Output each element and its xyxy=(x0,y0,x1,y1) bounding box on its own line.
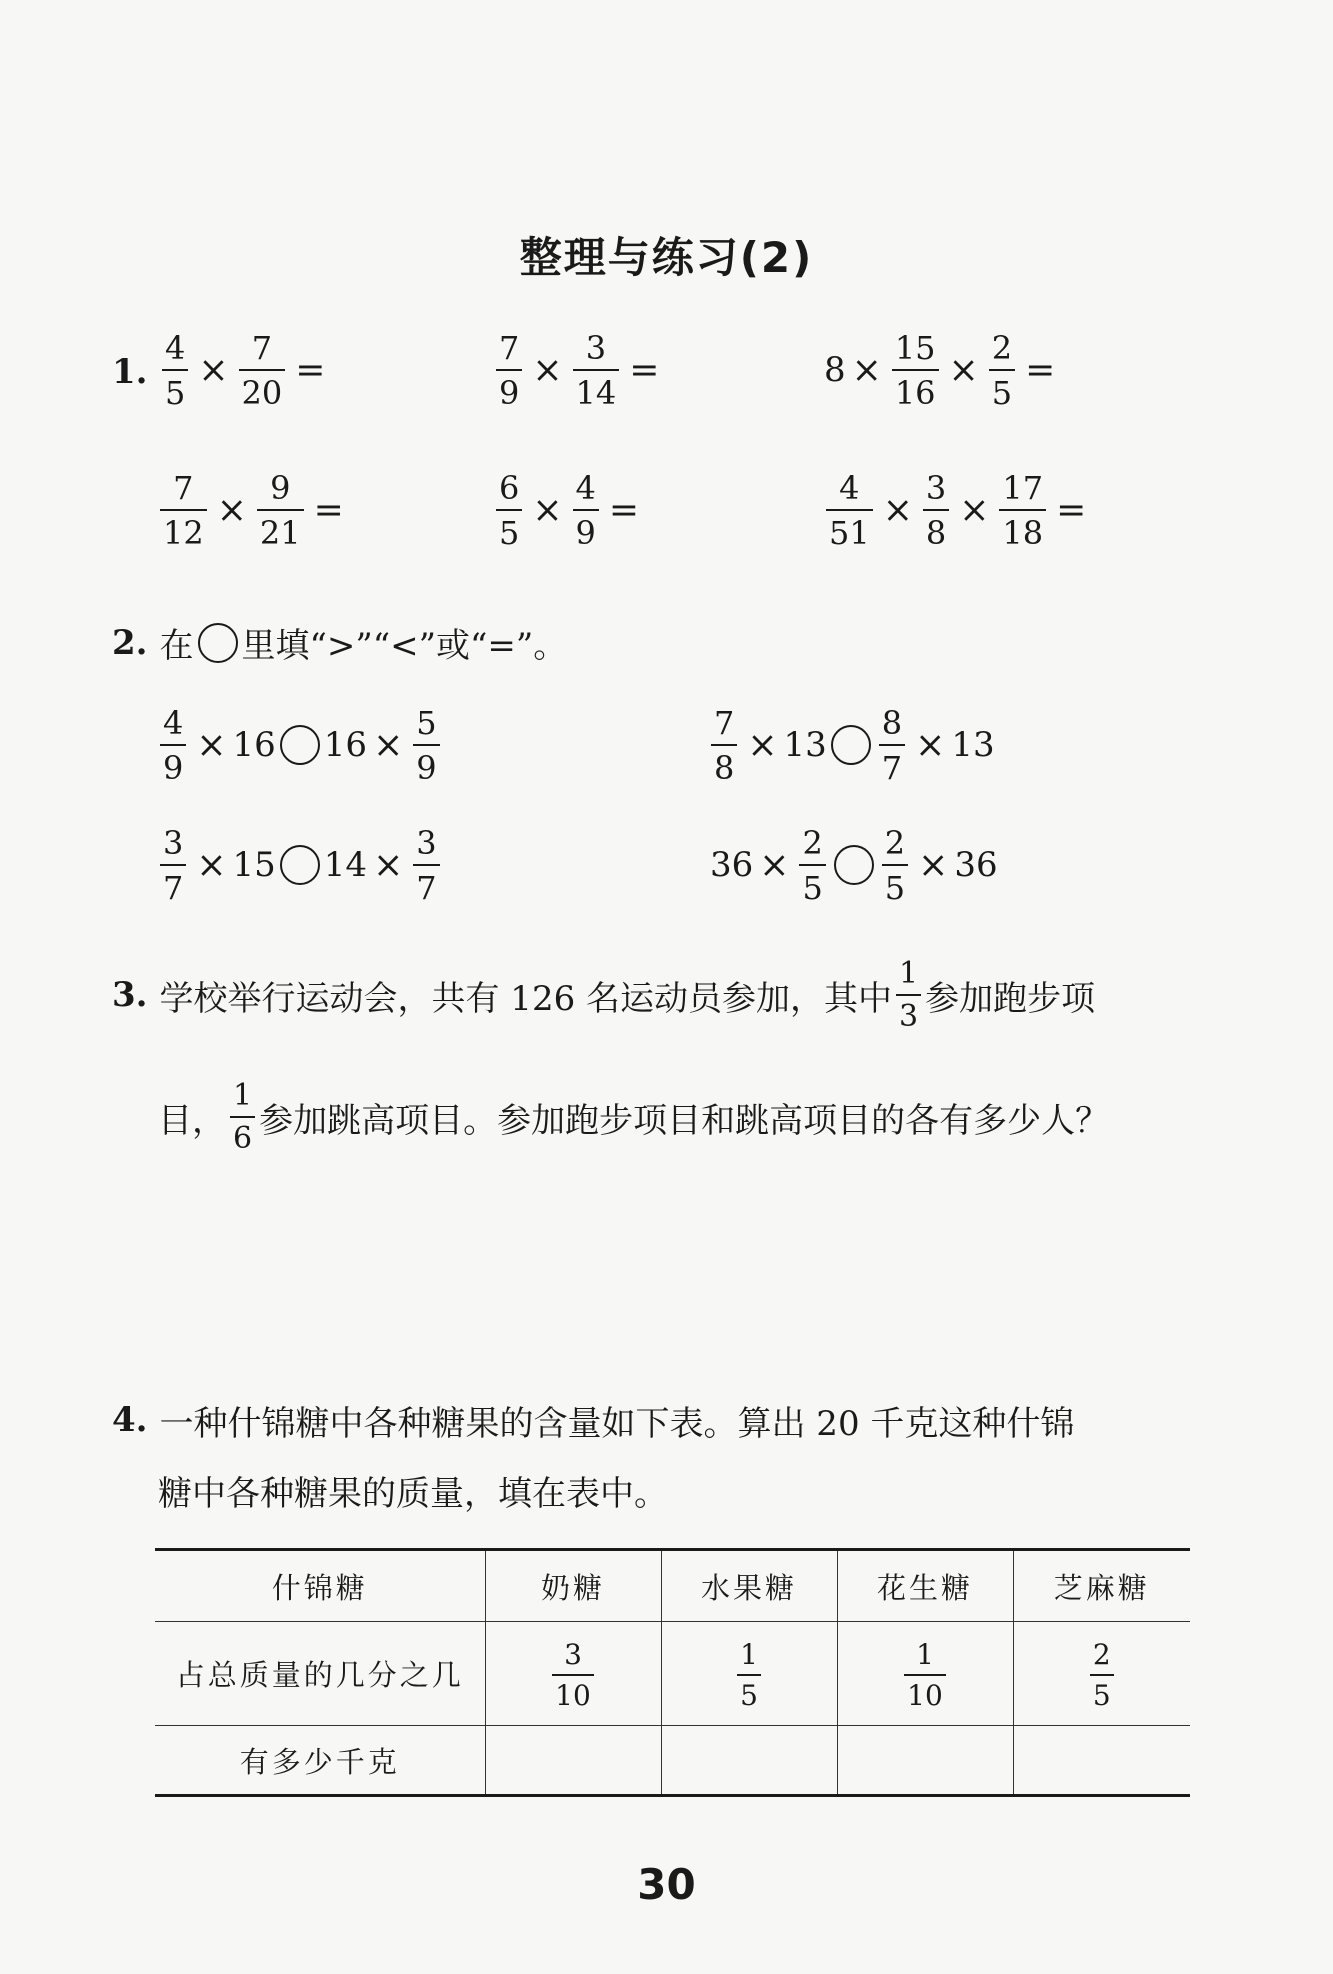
q1-expr-6 xyxy=(822,450,1092,570)
q2-compare-2 xyxy=(707,685,995,805)
table-header: 花生糖 xyxy=(837,1550,1013,1622)
question-text: 学校举行运动会，共有 126 名运动员参加，其中 xyxy=(159,978,893,1019)
page-title: 整理与练习(2) xyxy=(519,233,814,282)
question-text: 参加跑步项 xyxy=(925,978,1096,1019)
equals-sign: = xyxy=(629,349,660,391)
fraction: $\frac{7}{9}$ xyxy=(496,332,522,409)
table-cell xyxy=(485,1622,661,1726)
fraction: $\frac{4}{9}$ xyxy=(573,472,599,549)
row-label: 占总质量的几分之几 xyxy=(155,1622,485,1726)
q2-compare-3 xyxy=(156,805,444,925)
multiplier: 36 xyxy=(710,845,754,885)
question-2-number: 2. xyxy=(112,622,148,663)
question-3-line-2 xyxy=(158,1072,1109,1162)
q1-expr-2 xyxy=(492,310,665,430)
equals-sign: = xyxy=(295,349,326,391)
times-sign: × xyxy=(851,349,882,391)
times-sign: × xyxy=(948,349,979,391)
q2-compare-1 xyxy=(156,685,444,805)
fraction: $\frac{3}{8}$ xyxy=(923,472,949,549)
q1-expr-5 xyxy=(492,450,645,570)
question-text: 参加跳高项目。参加跑步项目和跳高项目的各有多少人？ xyxy=(259,1100,1110,1141)
fraction: $\frac{2}{5}$ xyxy=(882,827,908,904)
table-cell xyxy=(1013,1622,1190,1726)
multiplier: 13 xyxy=(951,725,995,765)
fraction: $\frac{1}{3}$ xyxy=(896,959,921,1032)
fraction: $\frac{9}{21}$ xyxy=(257,472,304,549)
times-sign: × xyxy=(216,489,247,531)
answer-circle[interactable] xyxy=(834,845,874,885)
answer-cell[interactable] xyxy=(485,1726,661,1796)
question-text: 目， xyxy=(158,1100,226,1141)
answer-cell[interactable] xyxy=(661,1726,837,1796)
candy-table xyxy=(155,1548,1190,1797)
times-sign: × xyxy=(196,724,227,766)
times-sign: × xyxy=(918,844,949,886)
fraction: $\frac{3}{10}$ xyxy=(552,1641,594,1710)
table-header: 芝麻糖 xyxy=(1013,1550,1190,1622)
q2-compare-4 xyxy=(710,805,998,925)
times-sign: × xyxy=(915,724,946,766)
times-sign: × xyxy=(532,489,563,531)
fraction: $\frac{7}{12}$ xyxy=(160,472,207,549)
q1-expr-1 xyxy=(158,310,331,430)
q1-expr-3 xyxy=(824,310,1061,430)
fraction: $\frac{3}{7}$ xyxy=(160,827,186,904)
q1-expr-4 xyxy=(156,450,350,570)
fraction: $\frac{7}{20}$ xyxy=(239,332,286,409)
table-header: 奶糖 xyxy=(485,1550,661,1622)
fraction: $\frac{8}{7}$ xyxy=(879,707,905,784)
fraction: $\frac{4}{5}$ xyxy=(162,332,188,409)
fraction: $\frac{5}{9}$ xyxy=(413,707,439,784)
fraction: $\frac{15}{16}$ xyxy=(892,332,939,409)
fraction: $\frac{1}{6}$ xyxy=(230,1081,255,1154)
table-header-row xyxy=(155,1550,1190,1622)
times-sign: × xyxy=(759,844,790,886)
answer-circle[interactable] xyxy=(280,725,320,765)
times-sign: × xyxy=(198,349,229,391)
table-header: 水果糖 xyxy=(661,1550,837,1622)
table-header: 什锦糖 xyxy=(155,1550,485,1622)
multiplier: 16 xyxy=(323,725,368,765)
question-3-number: 3. xyxy=(112,975,148,1015)
table-row xyxy=(155,1726,1190,1796)
times-sign: × xyxy=(532,349,563,391)
fraction: $\frac{3}{7}$ xyxy=(413,827,439,904)
times-sign: × xyxy=(373,844,404,886)
answer-cell[interactable] xyxy=(837,1726,1013,1796)
question-text: 一种什锦糖中各种糖果的含量如下表。算出 20 千克这种什锦 xyxy=(159,1403,1075,1444)
fraction: $\frac{2}{5}$ xyxy=(1090,1641,1114,1710)
table-row xyxy=(155,1622,1190,1726)
fraction: $\frac{2}{5}$ xyxy=(989,332,1015,409)
fraction: $\frac{3}{14}$ xyxy=(573,332,620,409)
fraction: $\frac{2}{5}$ xyxy=(799,827,825,904)
times-sign: × xyxy=(882,489,913,531)
fraction: $\frac{7}{8}$ xyxy=(711,707,737,784)
equals-sign: = xyxy=(1025,349,1056,391)
question-4-line-2 xyxy=(158,1465,668,1515)
times-sign: × xyxy=(196,844,227,886)
question-4-line-1 xyxy=(112,1395,1074,1445)
multiplier: 13 xyxy=(783,725,827,765)
row-label: 有多少千克 xyxy=(155,1726,485,1796)
question-3-line-1 xyxy=(112,950,1095,1040)
circle-icon xyxy=(198,623,238,663)
equals-sign: = xyxy=(608,489,640,531)
fraction: $\frac{1}{10}$ xyxy=(904,1641,946,1710)
answer-circle[interactable] xyxy=(280,845,320,885)
fraction: $\frac{6}{5}$ xyxy=(496,472,522,549)
table-cell xyxy=(661,1622,837,1726)
question-4-number: 4. xyxy=(112,1400,148,1440)
answer-circle[interactable] xyxy=(831,725,871,765)
fraction: $\frac{4}{9}$ xyxy=(160,707,186,784)
times-sign: × xyxy=(373,724,404,766)
times-sign: × xyxy=(959,489,990,531)
question-text: 糖中各种糖果的质量，填在表中。 xyxy=(158,1473,668,1514)
question-1-number: 1. xyxy=(112,352,148,392)
times-sign: × xyxy=(747,724,778,766)
fraction: $\frac{1}{5}$ xyxy=(737,1641,761,1710)
multiplier: 16 xyxy=(232,725,276,765)
fraction: $\frac{4}{51}$ xyxy=(826,472,873,549)
equals-sign: = xyxy=(1056,489,1087,531)
multiplier: 36 xyxy=(954,845,998,885)
multiplier: 14 xyxy=(323,845,368,885)
question-2-instruction xyxy=(112,618,567,667)
multiplier: 15 xyxy=(232,845,276,885)
table-cell xyxy=(837,1622,1013,1726)
answer-cell[interactable] xyxy=(1013,1726,1190,1796)
whole-number: 8 xyxy=(824,350,846,390)
equals-sign: = xyxy=(313,489,344,531)
page-number: 30 xyxy=(637,1860,696,1909)
instruction-text: 在 xyxy=(159,626,194,666)
fraction: $\frac{17}{18}$ xyxy=(999,472,1046,549)
instruction-text: 里填“>”“<”或“=”。 xyxy=(241,626,568,666)
